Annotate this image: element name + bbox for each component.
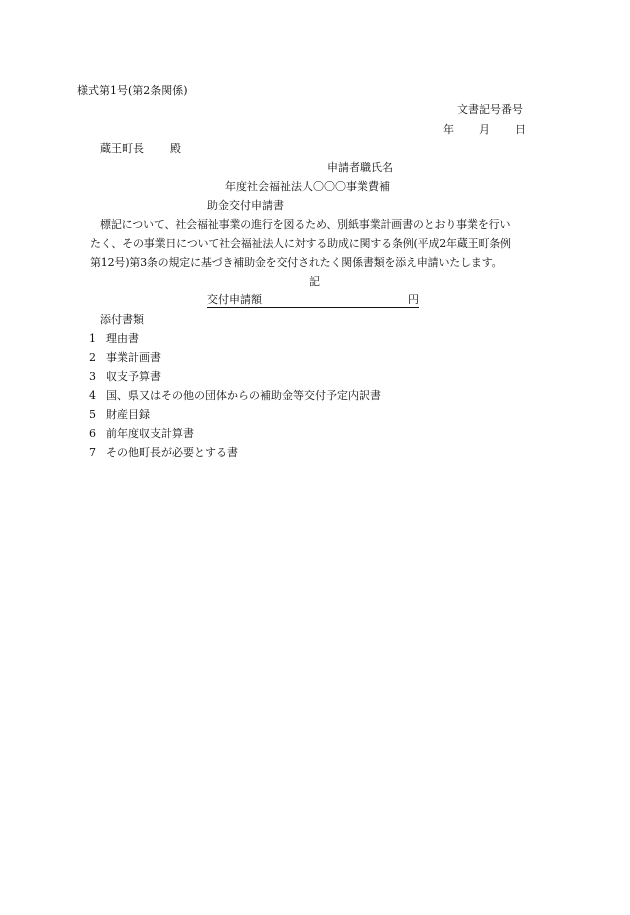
attachment-item-text: 収支予算書 xyxy=(106,370,161,383)
attachments-heading: 添付書類 xyxy=(100,313,144,326)
addressee-name: 蔵王町長 xyxy=(100,142,144,155)
date-day: 日 xyxy=(515,123,526,136)
attachment-item-text: 理由書 xyxy=(106,332,139,345)
attachment-item-text: 財産目録 xyxy=(106,408,150,421)
addressee-line xyxy=(100,143,181,154)
amount-row xyxy=(207,294,419,308)
attachment-item-number: 4 xyxy=(89,389,96,402)
attachment-item-text: 事業計画書 xyxy=(106,351,161,364)
form-number: 様式第1号(第2条関係) xyxy=(77,84,188,97)
attachment-item xyxy=(89,371,161,382)
attachment-item xyxy=(89,390,381,401)
date-year: 年 xyxy=(443,123,454,136)
amount-unit: 円 xyxy=(408,293,419,306)
attachment-item-number: 1 xyxy=(89,332,96,345)
attachment-item-number: 5 xyxy=(89,408,96,421)
title-line-1: 年度社会福祉法人〇〇〇事業費補 xyxy=(225,180,390,193)
addressee-honorific: 殿 xyxy=(170,142,181,155)
attachment-item xyxy=(89,447,238,458)
applicant-label: 申請者職氏名 xyxy=(327,161,393,174)
attachment-item-number: 7 xyxy=(89,446,96,459)
date-month: 月 xyxy=(479,123,490,136)
body-line-1: 標記について、社会福祉事業の進行を図るため、別紙事業計画書のとおり事業を行い xyxy=(100,218,511,231)
title-line-2: 助金交付申請書 xyxy=(207,199,284,212)
attachment-item xyxy=(89,352,161,363)
attachment-item-text: 国、県又はその他の団体からの補助金等交付予定内訳書 xyxy=(106,389,381,402)
ki-heading: 記 xyxy=(309,275,320,288)
attachment-item-text: 前年度収支計算書 xyxy=(106,427,194,440)
attachment-item-text: その他町長が必要とする書 xyxy=(106,446,238,459)
attachment-item xyxy=(89,333,139,344)
attachment-item xyxy=(89,428,194,439)
attachment-item-number: 2 xyxy=(89,351,96,364)
body-line-2: たく、その事業日について社会福祉法人に対する助成に関する条例(平成2年蔵王町条例 xyxy=(90,237,511,250)
date-line xyxy=(443,124,526,135)
attachment-item-number: 6 xyxy=(89,427,96,440)
attachment-item-number: 3 xyxy=(89,370,96,383)
amount-label: 交付申請額 xyxy=(207,293,262,306)
body-line-3: 第12号)第3条の規定に基づき補助金を交付されたく関係書類を添え申請いたします。 xyxy=(90,256,503,269)
document-number-label: 文書記号番号 xyxy=(457,103,523,116)
attachment-item xyxy=(89,409,150,420)
